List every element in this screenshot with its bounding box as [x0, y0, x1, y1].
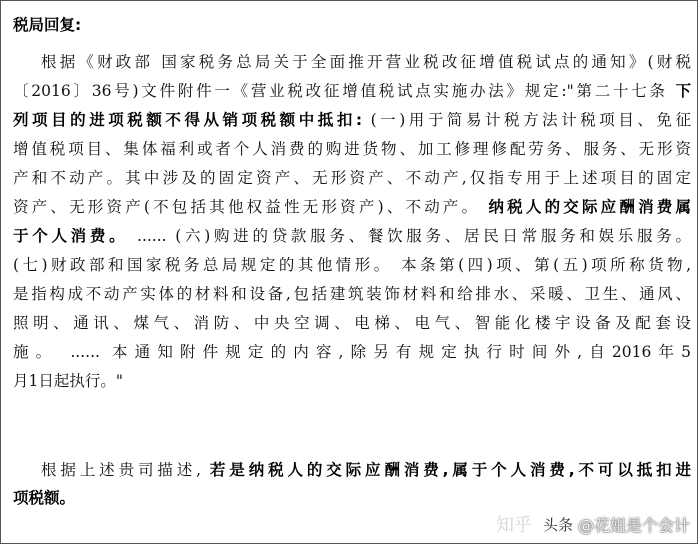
paragraph-line — [13, 106, 691, 134]
text-line: 是指构成不动产实体的材料和设备,包括建筑装饰材料和给排水、采暖、卫生、通风、 — [13, 285, 691, 303]
text-line: 增值税项目、集体福利或者个人消费的购进货物、加工修理修配劳务、服务、无形资 — [13, 140, 691, 158]
text-line: (一)用于简易计税方法计税项目、免征 — [370, 111, 691, 129]
author-label: @花姐是个会计 — [577, 515, 690, 535]
text-line: ...... (六)购进的贷款服务、餐饮服务、居民日常服务和娱乐服务。 — [137, 227, 691, 245]
paragraph-line — [13, 367, 691, 395]
watermark — [496, 511, 690, 537]
platform-label: 头条 — [542, 515, 573, 534]
paragraph-line — [13, 222, 691, 250]
bold-text: 列项目的进项税额不得从销项税额中抵扣: — [13, 111, 363, 129]
text-line: 施。 ...... 本通知附件规定的内容,除另有规定执行时间外,自2016年5 — [13, 343, 691, 361]
paragraph-line — [13, 164, 691, 192]
paragraph-line — [13, 280, 691, 308]
text-line: 月1日起执行。" — [13, 372, 123, 390]
text-line: 〔2016〕36号)文件附件一《营业税改征增值税试点实施办法》规定:"第二十七条 — [13, 82, 668, 100]
bold-text: 项税额。 — [13, 489, 76, 507]
paragraph-line — [13, 77, 691, 105]
bold-text: 下 — [675, 82, 691, 100]
paragraph-line — [13, 338, 691, 366]
text-line: 照明、通讯、煤气、消防、中央空调、电梯、电气、智能化楼宇设备及配套设 — [13, 314, 691, 332]
bold-text: 纳税人的交际应酬消费属 — [488, 198, 691, 216]
paragraph-line — [13, 456, 691, 484]
document-body — [13, 11, 691, 541]
paragraph-line — [13, 484, 691, 512]
bold-text: 于个人消费。 — [13, 227, 129, 245]
text-line: 产和不动产。其中涉及的固定资产、无形资产、不动产,仅指专用于上述项目的固定 — [13, 169, 691, 187]
text-line: (七)财政部和国家税务总局规定的其他情形。 本条第(四)项、第(五)项所称货物, — [13, 256, 691, 274]
paragraph-line — [13, 309, 691, 337]
paragraph-line — [13, 135, 691, 163]
paragraph-line — [13, 48, 691, 76]
document-heading: 税局回复: — [13, 16, 82, 34]
paragraph-line — [13, 251, 691, 279]
bold-text: 若是纳税人的交际应酬消费,属于个人消费,不可以抵扣进 — [209, 461, 691, 479]
zhihu-watermark: 知乎 — [495, 515, 532, 536]
text-line: 根据《财政部 国家税务总局关于全面推开营业税改征增值税试点的通知》(财税 — [41, 53, 691, 71]
text-line: 根据上述贵司描述, — [41, 461, 202, 479]
text-line: 资产、无形资产(不包括其他权益性无形资产)、不动产。 — [13, 198, 481, 216]
paragraph-line — [13, 193, 691, 221]
